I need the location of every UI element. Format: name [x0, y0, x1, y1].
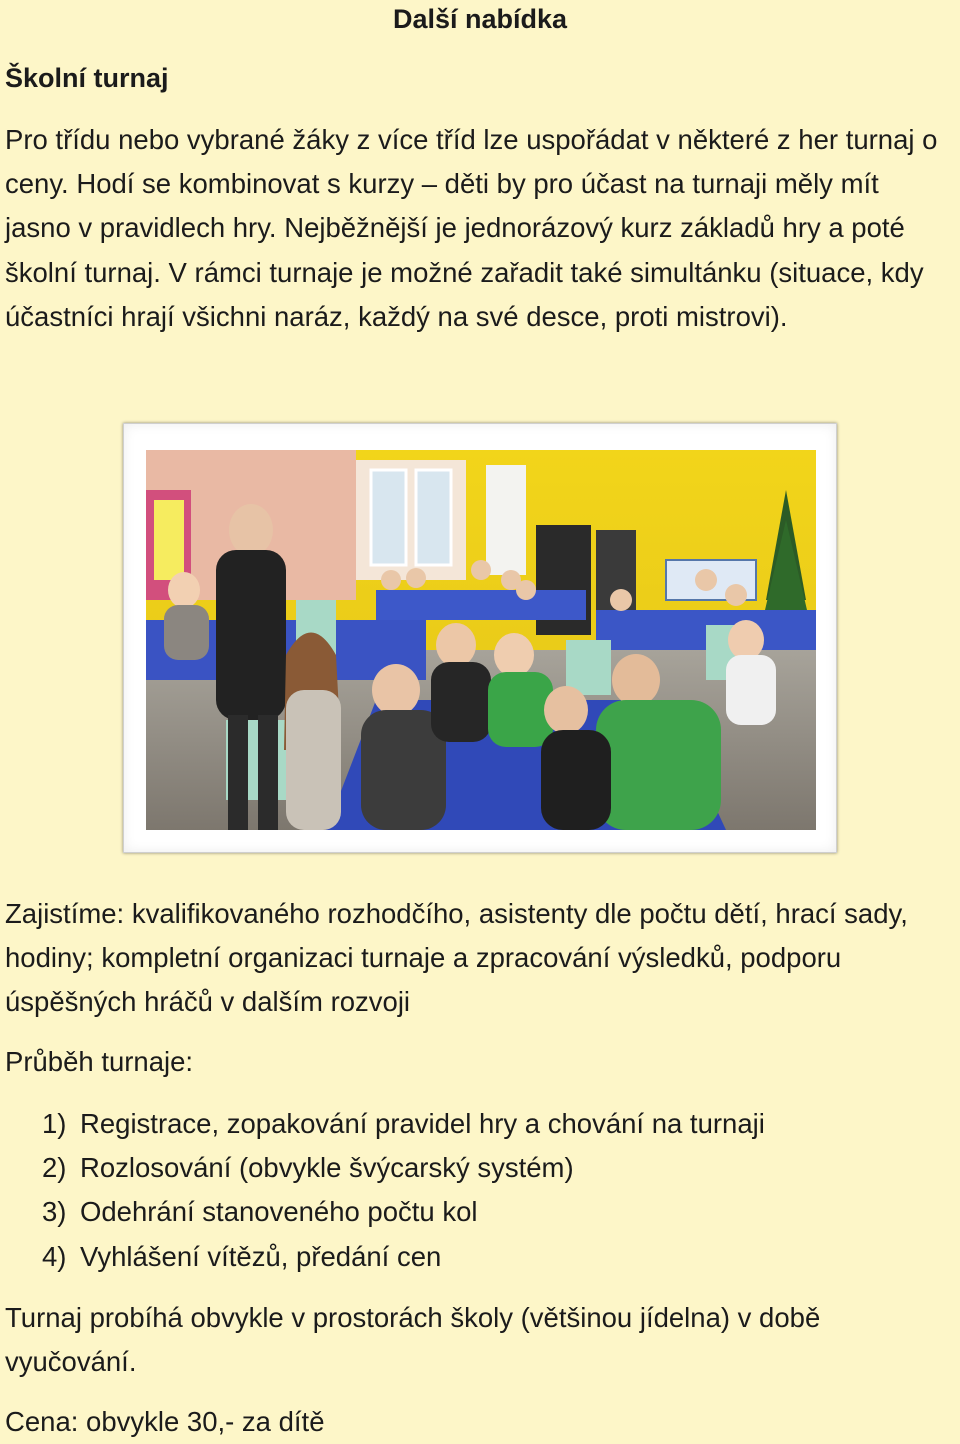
- list-item-text: Rozlosování (obvykle švýcarský systém): [80, 1152, 574, 1184]
- tournament-steps-list: [0, 1102, 765, 1279]
- tournament-photo: [123, 423, 837, 853]
- list-item-number: 3): [42, 1196, 67, 1228]
- list-item-number: 2): [42, 1152, 67, 1184]
- location-paragraph: Turnaj probíhá obvykle v prostorách školy (většinou jídelna) v době vyučování.: [5, 1302, 821, 1378]
- list-item-number: 4): [42, 1240, 67, 1272]
- list-item-number: 1): [42, 1108, 67, 1139]
- intro-paragraph: Pro třídu nebo vybrané žáky z více tříd lze uspořádat v některé z her turnaj o ceny. Hodí se kombinovat s kurzy – děti by pro účast na turnaji měly mít jasno v pravidlech hry. Nejběžnější je jednorázový kurz základů hry a poté školní turnaj. V rámci turnaje je možné zařadit také simultánku (situace, kdy účastníci hrají všichni naráz, každý na své desce, proti mistrovi).: [5, 124, 938, 332]
- list-item: [0, 1102, 765, 1146]
- list-item-text: Registrace, zopakování pravidel hry a chování na turnaji: [80, 1108, 765, 1139]
- services-paragraph: Zajistíme: kvalifikovaného rozhodčího, asistenty dle počtu dětí, hrací sady, hodiny; kompletní organizaci turnaje a zpracování výsledků, podporu úspěšných hráčů v dalším rozvoji: [5, 898, 908, 1018]
- progress-heading: Průběh turnaje:: [5, 1046, 194, 1077]
- list-item-text: Odehrání stanoveného počtu kol: [80, 1196, 478, 1228]
- tournament-photo-image: [146, 450, 816, 830]
- list-item: [0, 1146, 765, 1190]
- page-title: Další nabídka: [392, 4, 568, 34]
- list-item-text: Vyhlášení vítězů, předání cen: [80, 1240, 442, 1272]
- price-line: Cena: obvykle 30,- za dítě: [5, 1406, 325, 1437]
- list-item: [0, 1235, 765, 1279]
- section-heading: Školní turnaj: [5, 63, 169, 93]
- list-item: [0, 1190, 765, 1234]
